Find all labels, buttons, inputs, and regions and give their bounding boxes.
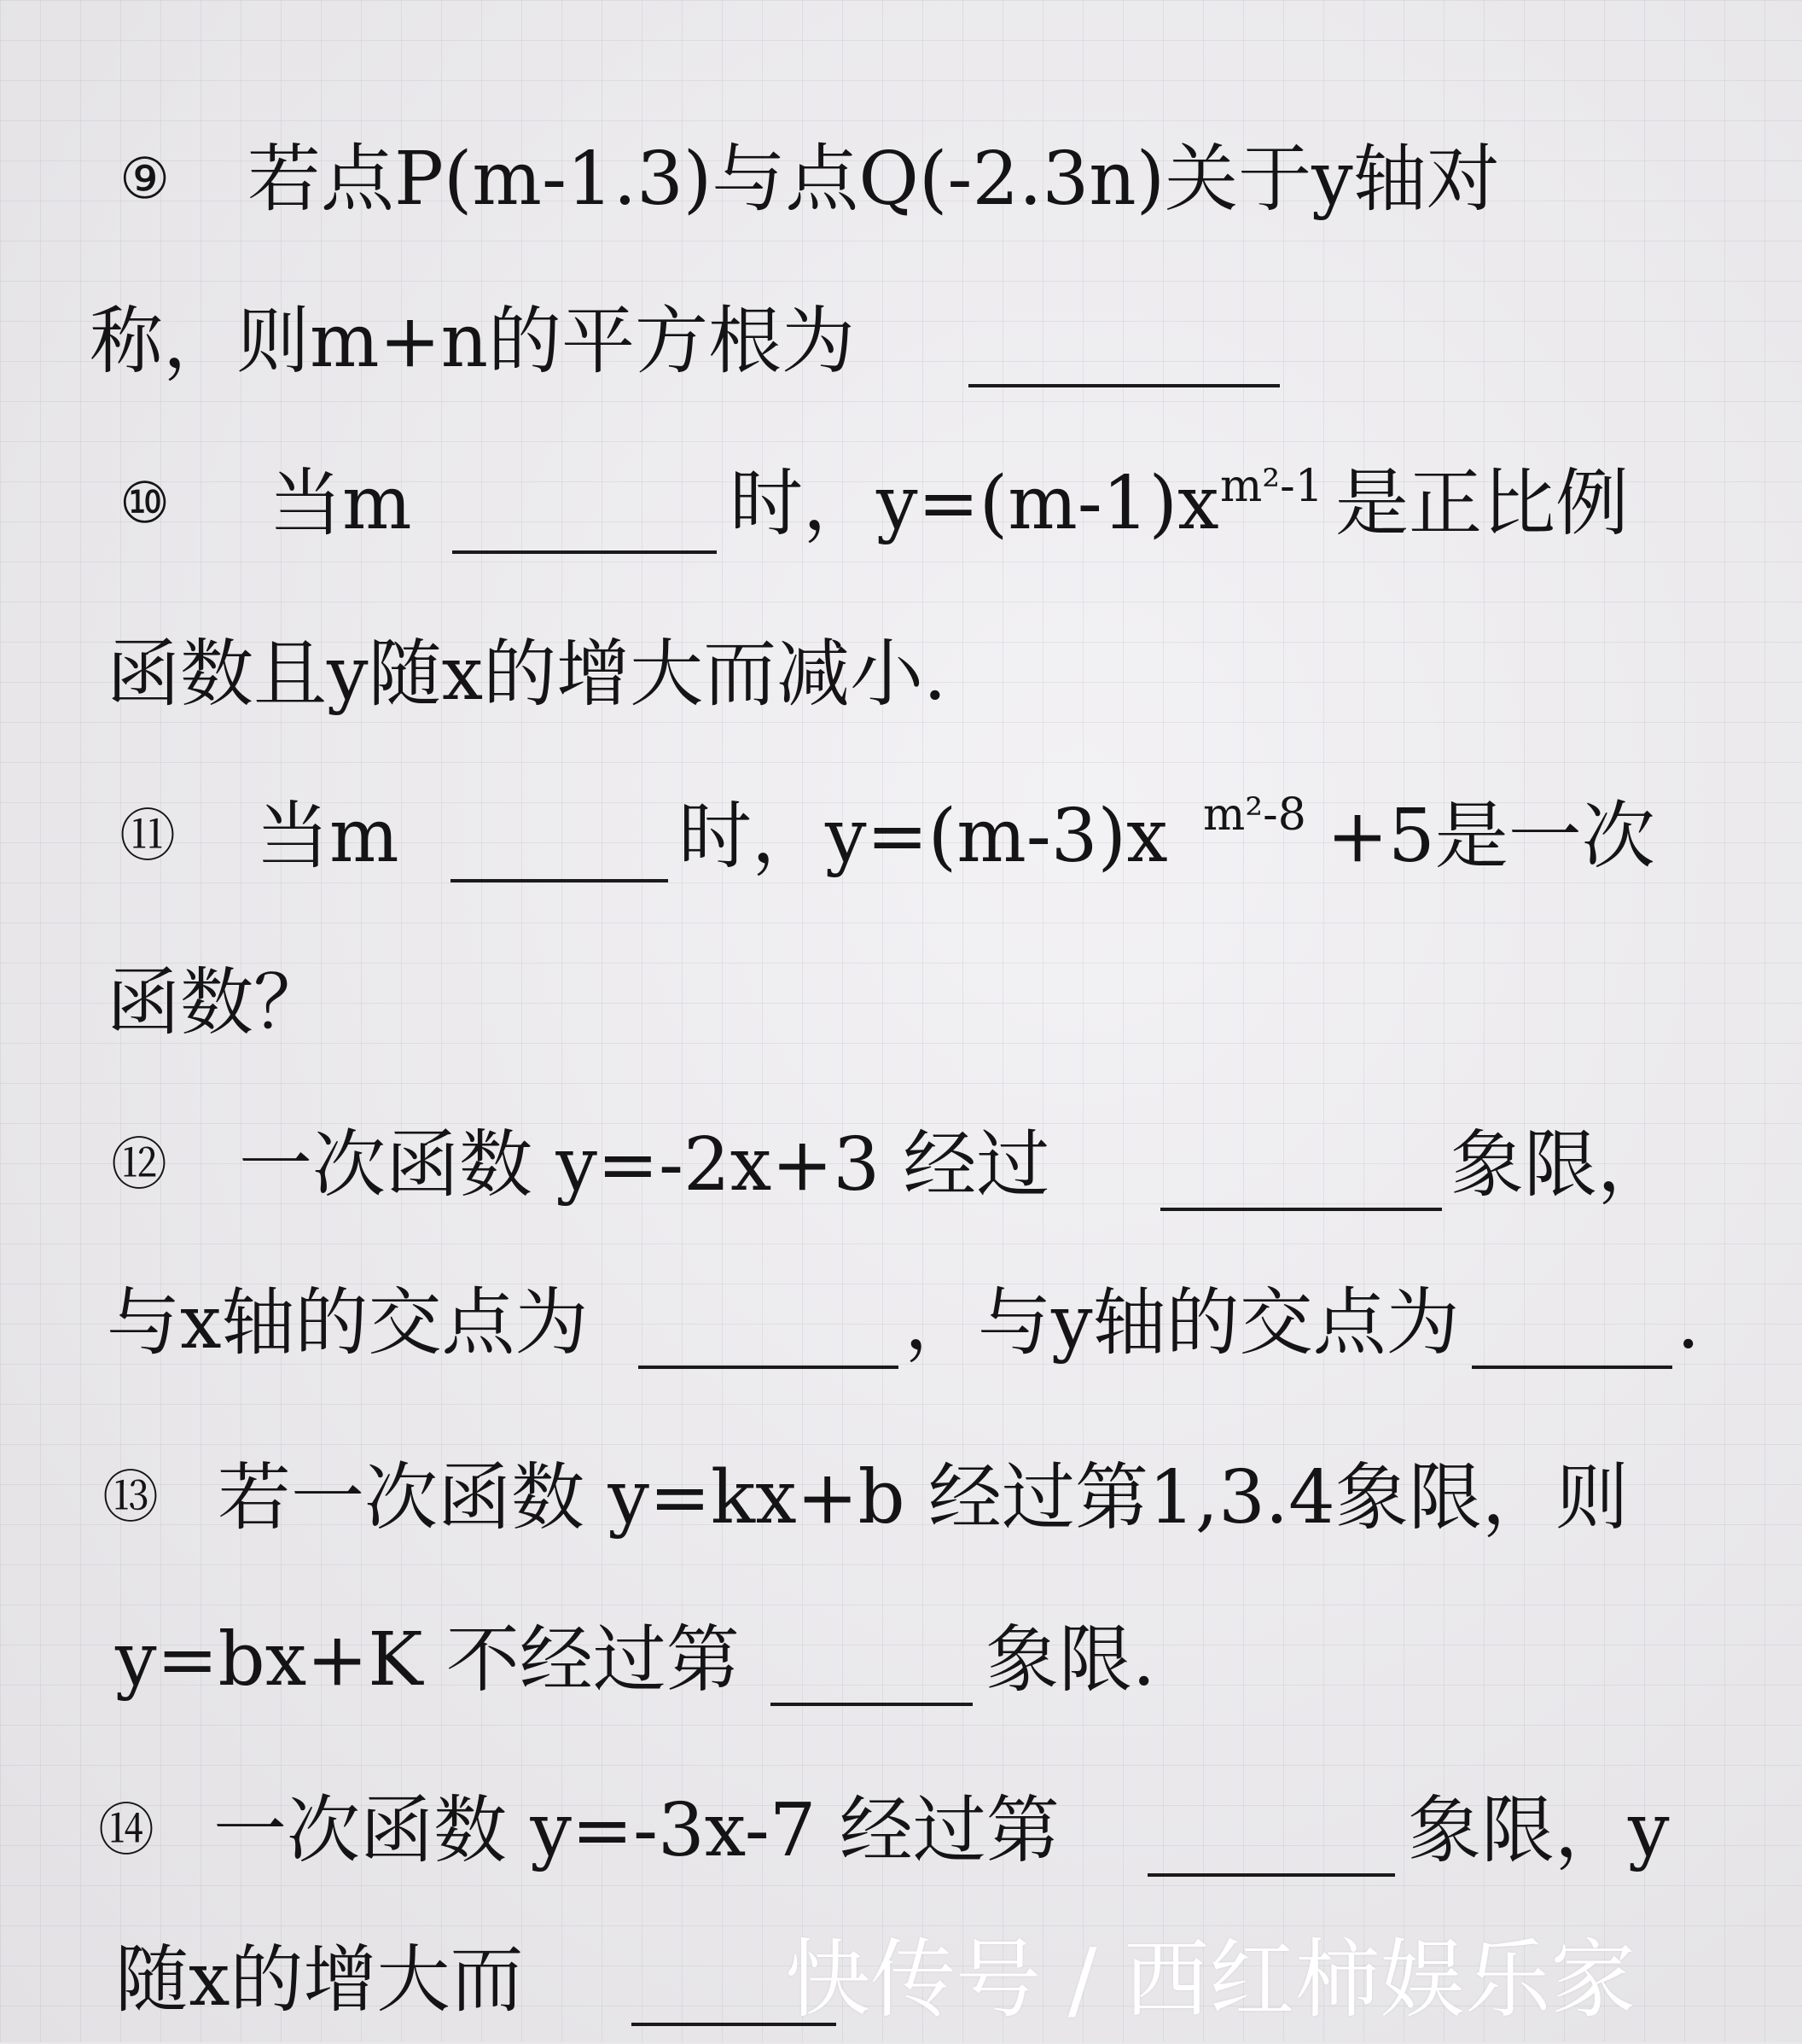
q10-exponent: m²-1 (1220, 461, 1323, 512)
q14-quadrant-blank[interactable] (1148, 1873, 1395, 1877)
q12-y-intercept-blank[interactable] (1472, 1366, 1672, 1369)
q9-number: ⑨ (119, 146, 171, 212)
q12-line2 (0, 1259, 1802, 1387)
q12-x-intercept-blank[interactable] (638, 1366, 898, 1369)
q12-line1 (0, 1101, 1802, 1229)
q11-text-b: 时，y=(m-3)x (678, 794, 1168, 879)
q9-line2 (0, 277, 1802, 405)
q9-text-line1: 若点P(m-1.3)与点Q(-2.3n)关于y轴对 (247, 137, 1500, 222)
q12-text-a: 一次函数 y=-2x+3 经过 (239, 1122, 1050, 1208)
q13-answer-blank[interactable] (770, 1703, 973, 1706)
q10-answer-blank[interactable] (452, 550, 717, 554)
q13-text-a: y=bx+K 不经过第 (115, 1617, 740, 1703)
q11-text-a: 当m (256, 794, 399, 879)
q12-text-e: . (1677, 1280, 1700, 1366)
q14-line1 (0, 1767, 1802, 1895)
q13-text-line1: 若一次函数 y=kx+b 经过第1,3.4象限，则 (218, 1455, 1629, 1540)
q14-text-line2: 随x的增大而 (115, 1937, 524, 2023)
q9-text-line2: 称，则m+n的平方根为 (90, 299, 855, 384)
q10-text-b: 时，y=(m-1)x (730, 461, 1219, 546)
q11-text-line2: 函数？ (107, 960, 327, 1045)
q13-text-b: 象限. (985, 1617, 1156, 1703)
q14-number: ⑭ (98, 1797, 154, 1863)
q10-number: ⑩ (119, 470, 171, 536)
q12-text-c: 与x轴的交点为 (107, 1280, 589, 1366)
q13-number: ⑬ (102, 1465, 159, 1530)
q14-text-b: 象限，y (1408, 1788, 1670, 1873)
q10-line2 (0, 610, 1802, 738)
q11-text-c: +5是一次 (1327, 794, 1655, 879)
q10-text-line2: 函数且y随x的增大而减小. (107, 632, 947, 717)
q13-line1 (0, 1434, 1802, 1562)
q9-answer-blank[interactable] (968, 384, 1280, 387)
q11-line1 (0, 772, 1802, 900)
q12-text-b: 象限， (1450, 1122, 1671, 1208)
watermark-text: 快传号 / 西红柿娱乐家 (785, 1930, 1636, 2029)
q11-line2 (0, 939, 1802, 1067)
q11-number: ⑪ (119, 803, 176, 869)
q14-text-a: 一次函数 y=-3x-7 经过第 (213, 1788, 1060, 1873)
q11-exponent: m²-8 (1203, 789, 1306, 841)
q10-text-c: 是正比例 (1335, 461, 1629, 546)
q12-text-d: ，与y轴的交点为 (904, 1280, 1460, 1366)
q9-line1 (0, 115, 1802, 243)
q10-line1 (0, 440, 1802, 568)
q10-text-a: 当m (269, 461, 412, 546)
q11-answer-blank[interactable] (450, 879, 668, 882)
q13-line2 (0, 1596, 1802, 1724)
q12-quadrant-blank[interactable] (1160, 1208, 1442, 1211)
q12-number: ⑫ (111, 1132, 167, 1197)
